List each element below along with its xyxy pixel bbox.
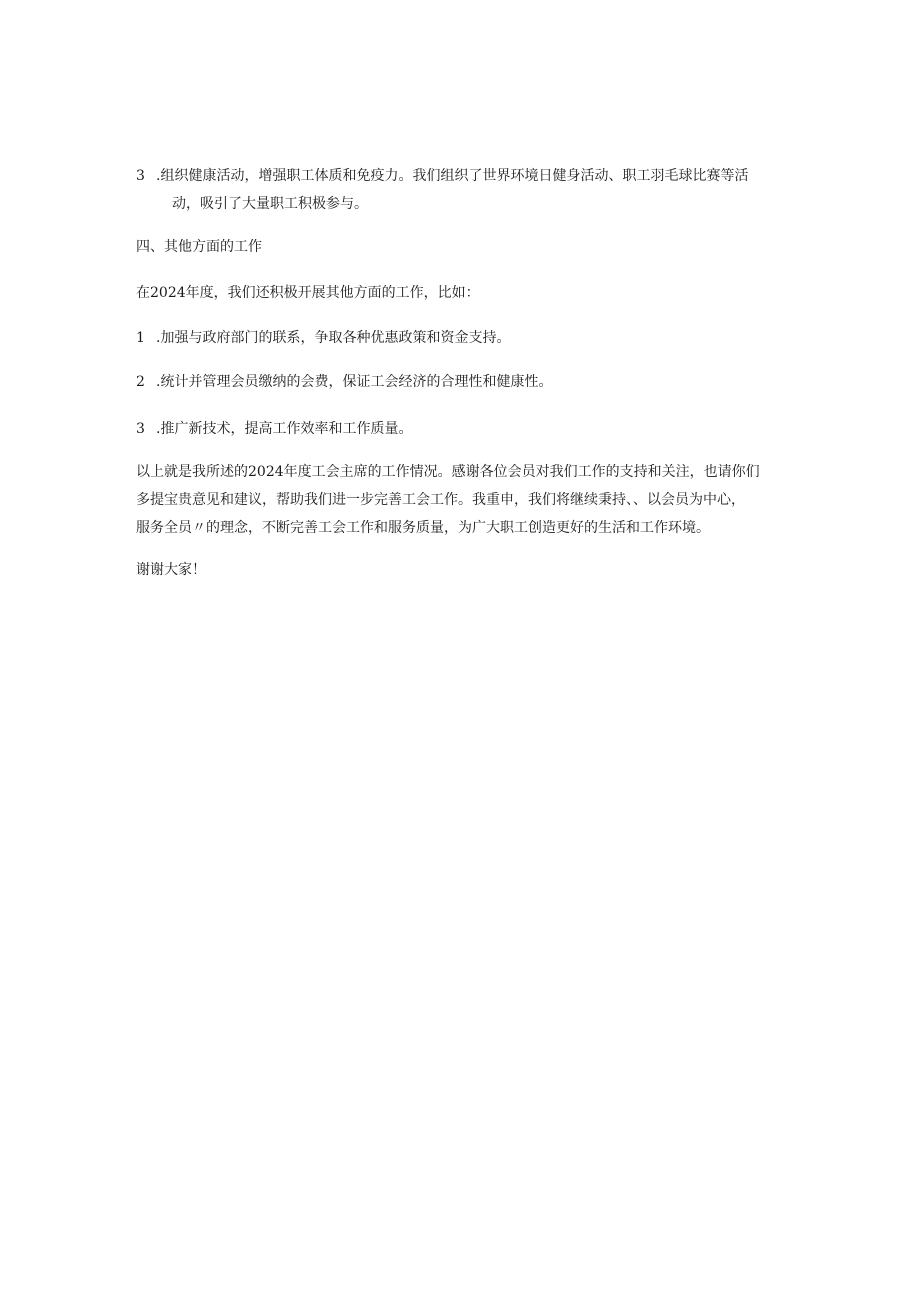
list-item-continuation: 动，吸引了大量职工积极参与。 xyxy=(172,196,368,212)
list-item-first-line xyxy=(136,162,786,190)
list-item xyxy=(136,415,786,443)
section-heading: 四、其他方面的工作 xyxy=(136,239,262,255)
closing-line: 以上就是我所述的2024年度工会主席的工作情况。感谢各位会员对我们工作的支持和关注，也请你们 xyxy=(136,464,760,480)
list-item-text: .加强与政府部门的联系，争取各种优惠政策和资金支持。 xyxy=(156,330,511,346)
list-item-number: 1 xyxy=(136,330,145,346)
list-item xyxy=(136,324,786,352)
closing-line: 服务全员〃的理念，不断完善工会工作和服务质量，为广大职工创造更好的生活和工作环境。 xyxy=(136,520,710,536)
closing-paragraph xyxy=(136,458,786,542)
thanks-line: 谢谢大家！ xyxy=(136,562,206,578)
list-item-health-activities xyxy=(136,162,786,218)
list-item-text: .推广新技术，提高工作效率和工作质量。 xyxy=(156,421,413,437)
list-item-number: 3 xyxy=(136,168,145,184)
section-intro: 在2024年度，我们还积极开展其他方面的工作，比如： xyxy=(136,285,480,301)
list-item-number: 2 xyxy=(136,374,145,390)
list-item-text: .统计并管理会员缴纳的会费，保证工会经济的合理性和健康性。 xyxy=(156,374,553,390)
closing-line: 多提宝贵意见和建议，帮助我们进一步完善工会工作。我重申，我们将继续秉持、、以会员为中心， xyxy=(136,492,745,508)
list-item-text: .组织健康活动，增强职工体质和免疫力。我们组织了世界环境日健身活动、职工羽毛球比赛等活 xyxy=(156,168,749,184)
list-item-number: 3 xyxy=(136,421,145,437)
list-item xyxy=(136,368,786,396)
